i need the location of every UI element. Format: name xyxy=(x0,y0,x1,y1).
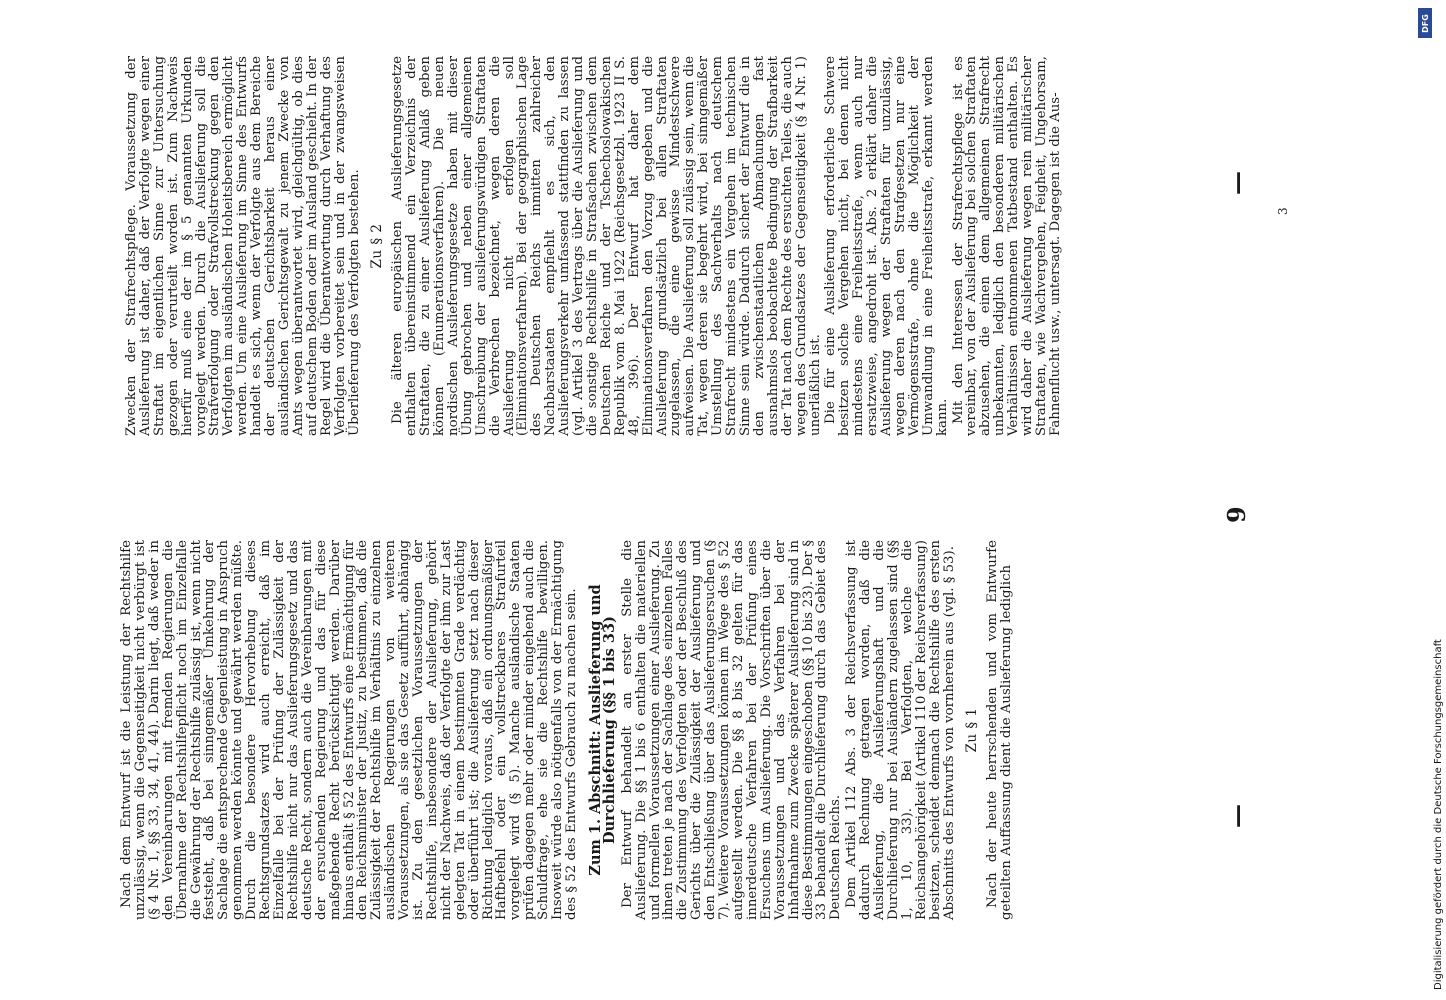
dfg-logo: DFG xyxy=(1418,8,1432,38)
right-paragraph-2: Die älteren europäischen Auslieferungsgesetze enthalten übereinstimmend ein Verzeichnis der Straftaten, die zu einer Auslieferung Anlaß geben können (Enumerationsverfahren). Die neuen nordischen Auslieferungsgesetze haben mit dieser Übung gebrochen und neben einer allgemeinen Umschreibung der auslieferungswürdigen Straftaten die Verbrechen bezeichnet, wegen deren die Auslieferung nicht erfolgen soll (Eliminationsverfahren). Bei der geographischen Lage des Deutschen Reichs inmitten zahlreicher Nachbarstaaten empfiehlt es sich, den Auslieferungsverkehr umfassend stattfinden zu lassen (vgl. Artikel 3 des Vertrags über die Auslieferung und die sonstige Rechtshilfe in Strafsachen zwischen dem Deutschen Reiche und der Tschechoslowakischen Republik vom 8. Mai 1922 (Reichsgesetzbl. 1923 II S. 48, 396). Der Entwurf hat daher dem Eliminationsverfahren den Vorzug gegeben und die Auslieferung grundsätzlich bei allen Straftaten zugelassen, die eine gewisse Mindestschwere aufweisen. Die Auslieferung soll zulässig sein, wenn die Tat, wegen deren sie begehrt wird, bei sinngemäßer Umstellung des Sachverhalts nach deutschem Strafrecht mindestens ein Vergehen im technischen Sinne sein würde. Dadurch sichert der Entwurf die in den zwischenstaatlichen Abmachungen fast ausnahmslos beobachtete Bedingung der Strafbarkeit der Tat nach dem Rechte des ersuchten Teiles, die auch wegen des Grundsatzes der Gegenseitigkeit (§ 4 Nr. 1) unerläßlich ist. xyxy=(390,56,823,436)
section-heading: Zum 1. Abschnitt: Auslieferung und Durchlieferung (§§ 1 bis 33) xyxy=(586,584,618,876)
left-paragraph-2: Der Entwurf behandelt an erster Stelle die Auslieferung. Die §§ 1 bis 6 enthalten die materiellen und formellen Voraussetzungen einer Auslieferung. Zu ihnen treten je nach der Sachlage des einzelnen Falles die Zustimmung des Verfolgten oder der Beschluß des Gerichts über die Zulässigkeit der Auslieferung und den Entschließung über das Auslieferungsersuchen (§ 7). Weitere Voraussetzungen können im Wege des § 52 aufgestellt werden. Die §§ 8 bis 32 gelten für das innerdeutsche Verfahren bei der Prüfung eines Ersuchens um Auslieferung. Die Vorschriften über die Voraussetzungen und das Verfahren bei der Inhaftnahme zum Zwecke späterer Auslieferung sind in diese Bestimmungen eingeschoben (§§ 10 bis 23). Der § 33 behandelt die Durchlieferung durch das Gebiet des Deutschen Reichs. xyxy=(619,540,844,920)
header-dash-left: — xyxy=(1222,804,1251,828)
subheading-zu-2: Zu § 2 xyxy=(369,223,386,269)
signature-mark: 3 xyxy=(1276,207,1290,215)
page-number: 9 xyxy=(1222,506,1251,523)
subheading-zu-1: Zu § 1 xyxy=(964,707,981,753)
digitization-note xyxy=(1418,10,1444,990)
left-paragraph-4: Nach der heute herrschenden und vom Entwurfe geteilten Auffassung dient die Auslieferung lediglich xyxy=(985,540,1015,920)
left-text-column xyxy=(120,540,1016,920)
left-paragraph-3: Dem Artikel 112 Abs. 3 der Reichsverfassung ist dadurch Rechnung getragen worden, daß die Auslieferung, die Auslieferungshaft und die Durchlieferung nur bei Ausländern zugelassen sind (§§ 1, 10, 33). Bei Verfolgten, welche die Reichsangehörigkeit (Artikel 110 der Reichsverfassung) besitzen, scheidet demnach die Rechtshilfe des ersten Abschnitts des Entwurfs von vornherein aus (vgl. § 53). xyxy=(844,540,957,920)
digitization-note-text: Digitalisierung gefördert durch die Deutsche Forschungsgemeinschaft xyxy=(1433,639,1444,990)
page-header xyxy=(1222,0,1252,1000)
header-dash-right: — xyxy=(1222,171,1251,195)
right-paragraph-1: Zwecken der Strafrechtspflege. Voraussetzung der Auslieferung ist daher, daß der Verfolgte wegen einer Straftat im eigentlichen Sinne zur Untersuchung gezogen oder verurteilt worden ist. Zum Nachweis hierfür muß eine der im § 5 genannten Urkunden vorgelegt werden. Durch die Auslieferung soll die Strafverfolgung oder Strafvollstreckung gegen den Verfolgten im ausländischen Hoheitsbereich ermöglicht werden. Um eine Auslieferung im Sinne des Entwurfs handelt es sich, wenn der Verfolgte aus dem Bereiche der deutschen Gerichtsbarkeit heraus einer ausländischen Gerichtsgewalt zu jenem Zwecke von Amts wegen überantwortet wird, gleichgültig, ob dies auf deutschem Boden oder im Ausland geschieht. In der Regel wird die Überantwortung durch Verhaftung des Verfolgten vorbereitet sein und in der zwangsweisen Überlieferung des Verfolgten bestehen. xyxy=(124,56,362,436)
right-paragraph-3: Die für eine Auslieferung erforderliche Schwere besitzen solche Vergehen nicht, bei denen nicht mindestens eine Freiheitsstrafe, wenn auch nur ersatzweise, angedroht ist. Abs. 2 erklärt daher die Auslieferung wegen der Straftaten für unzulässig, wegen deren nach den Strafgesetzen nur eine Vermögensstrafe, ohne die Möglichkeit der Umwandlung in eine Freiheitsstrafe, erkannt werden kann. xyxy=(823,56,950,436)
right-text-column xyxy=(125,56,1065,436)
left-paragraph-1: Nach dem Entwurf ist die Leistung der Rechtshilfe unzulässig, wenn die Gegenseitigkeit nicht verbürgt ist (§ 4 Nr. 1, §§ 33, 34, 41, 44). Darin liegt, daß weder in den Vereinbarungen mit fremden Regierungen die Übernahme der Rechtshilfepflicht noch im Einzelfalle die Gewährung der Rechtshilfe zulässig ist, wenn nicht feststeht, daß bei sinngemäßer Umkehrung der Sachlage die entsprechende Gegenleistung in Anspruch genommen werden könnte und gewährt werden müßte. Durch die besondere Hervorhebung dieses Rechtsgrundsatzes wird auch erreicht, daß im Einzelfalle bei der Prüfung der Zulässigkeit der Rechtshilfe nicht nur das Auslieferungsgesetz und das deutsche Recht, sondern auch die Vereinbarungen mit der ersuchenden Regierung und das für diese maßgebende Recht berücksichtigt werden. Darüber hinaus enthält § 52 des Entwurfs eine Ermächtigung für den Reichsminister der Justiz, zu bestimmen, daß die Zulässigkeit der Rechtshilfe im Verhältnis zu einzelnen ausländischen Regierungen von weiteren Voraussetzungen, als sie das Gesetz aufführt, abhängig ist. Zu den gesetzlichen Voraussetzungen der Rechtshilfe, insbesondere der Auslieferung, gehört nicht der Nachweis, daß der Verfolgte der ihm zur Last gelegten Tat in einem bestimmten Grade verdächtig oder überführt ist; die Auslieferung setzt nach dieser Richtung lediglich voraus, daß ein ordnungsmäßiger Haftbefehl oder ein vollstreckbares Strafurteil vorgelegt wird (§ 5). Manche ausländische Staaten prüfen dagegen mehr oder minder eingehend auch die Schuldfrage, ehe sie die Rechtshilfe bewilligen. Insoweit würde also nötigenfalls von der Ermächtigung des § 52 des Entwurfs Gebrauch zu machen sein. xyxy=(119,540,579,920)
right-paragraph-4: Mit den Interessen der Strafrechtspflege ist es vereinbar, von der Auslieferung bei solchen Straftaten abzusehen, die einen dem allgemeinen Strafrecht unbekannten, lediglich den besonderen militärischen Verhältnissen entnommenen Tatbestand enthalten. Es wird daher die Auslieferung wegen rein militärischer Straftaten, wie Wachvergehen, Feigheit, Ungehorsam, Fahnenflucht usw., untersagt. Dagegen ist die Aus- xyxy=(950,56,1063,436)
